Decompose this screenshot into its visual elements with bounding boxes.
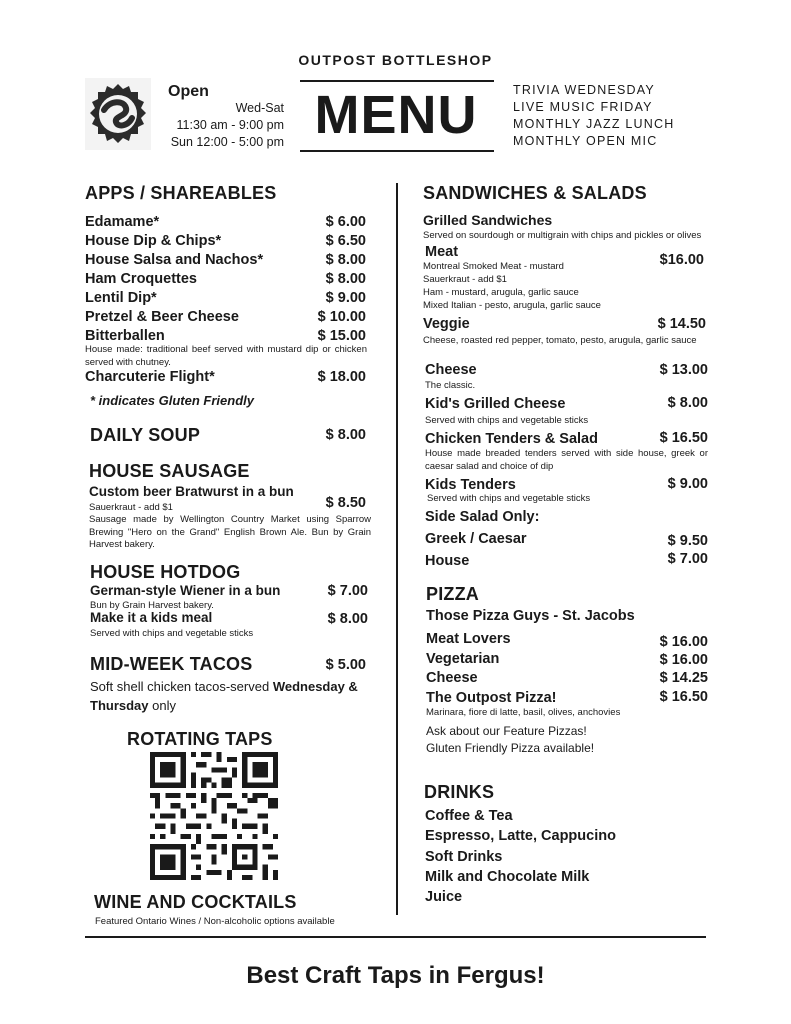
sausage-price: $ 8.50 — [325, 495, 366, 511]
meat-option: Ham - mustard, arugula, garlic sauce — [423, 287, 579, 298]
bottle-cap-logo-icon — [85, 78, 151, 150]
menu-item-price: $ 9.00 — [325, 290, 366, 306]
drink-item: Juice — [425, 889, 463, 905]
kids-tenders-price: $ 9.00 — [667, 476, 708, 492]
meat-sandwich-price: $16.00 — [659, 252, 704, 268]
cheese-description: The classic. — [425, 380, 476, 391]
chicken-tenders-description: House made breaded tenders served with side house, greek or caesar salad and choice of dip — [425, 448, 708, 472]
hotdog-bun: Bun by Grain Harvest bakery. — [90, 600, 214, 611]
menu-item-price: $ 8.00 — [325, 271, 366, 287]
logo — [85, 78, 151, 150]
tacos-heading: MID-WEEK TACOS — [90, 654, 253, 674]
soup-price: $ 8.00 — [325, 427, 366, 443]
greek-caesar-salad: Greek / Caesar — [425, 531, 527, 547]
menu-item-price: $ 6.00 — [325, 214, 366, 230]
column-divider — [396, 183, 398, 915]
meat-option: Mixed Italian - pesto, arugula, garlic sauce — [423, 300, 601, 311]
wine-heading: WINE AND COCKTAILS — [94, 892, 297, 912]
menu-item: Ham Croquettes — [85, 271, 197, 287]
soup-heading: DAILY SOUP — [90, 425, 201, 445]
footer-rule — [85, 936, 706, 938]
house-salad: House — [425, 553, 470, 569]
drink-item: Milk and Chocolate Milk — [425, 869, 590, 885]
pizza-price: $ 16.00 — [659, 652, 708, 668]
kids-grilled-cheese: Kid's Grilled Cheese — [425, 396, 566, 412]
veggie-sandwich-price: $ 14.50 — [657, 316, 706, 332]
chicken-tenders-price: $ 16.50 — [659, 430, 708, 446]
house-salad-price: $ 7.00 — [667, 551, 708, 567]
menu-item: Bitterballen — [85, 328, 165, 344]
hotdog-price: $ 7.00 — [327, 583, 368, 599]
veggie-sandwich: Veggie — [423, 316, 470, 332]
meat-sandwich: Meat — [425, 244, 459, 260]
brand-name: OUTPOST BOTTLESHOP — [298, 52, 493, 68]
tacos-description: Soft shell chicken tacos-served Wednesday & Thursday only — [90, 679, 358, 713]
kids-tenders: Kids Tenders — [425, 477, 516, 493]
menu-title: MENU — [314, 85, 478, 145]
veggie-description: Cheese, roasted red pepper, tomato, pesto, arugula, garlic sauce — [423, 335, 697, 346]
outpost-pizza-description: Marinara, fiore di latte, basil, olives, anchovies — [426, 707, 621, 718]
menu-item-price: $ 15.00 — [317, 328, 366, 344]
menu-top-rule — [300, 80, 494, 82]
kids-grilled-cheese-price: $ 8.00 — [667, 395, 708, 411]
grilled-subheading: Grilled Sandwiches — [423, 212, 553, 228]
meat-option: Montreal Smoked Meat - mustard — [423, 261, 564, 272]
drink-item: Soft Drinks — [425, 849, 503, 865]
sausage-description: Sausage made by Wellington Country Market using Sparrow Brewing "Hero on the Grand" English Brown Ale. Bun by Grain Harvest bakery. — [89, 514, 371, 550]
menu-item-price: $ 6.50 — [325, 233, 366, 249]
drink-item: Coffee & Tea — [425, 808, 513, 824]
meat-option: Sauerkraut - add $1 — [423, 274, 507, 285]
event-jazz-lunch: MONTHLY JAZZ LUNCH — [513, 117, 675, 131]
charcuterie-item: Charcuterie Flight* — [85, 369, 215, 385]
hotdog-heading: HOUSE HOTDOG — [90, 562, 241, 582]
pizza-item: Cheese — [426, 670, 478, 686]
kids-meal-price: $ 8.00 — [327, 611, 368, 627]
tacos-price: $ 5.00 — [325, 657, 366, 673]
pizza-item: Meat Lovers — [426, 631, 511, 647]
hours-weekday: 11:30 am - 9:00 pm — [176, 118, 284, 132]
apps-heading: APPS / SHAREABLES — [85, 183, 277, 203]
pizza-price: $ 16.50 — [659, 689, 708, 705]
pizza-heading: PIZZA — [426, 584, 479, 604]
menu-item: Edamame* — [85, 214, 160, 230]
charcuterie-price: $ 18.00 — [317, 369, 366, 385]
greek-caesar-price: $ 9.50 — [667, 533, 708, 549]
cheese-sandwich-price: $ 13.00 — [659, 362, 708, 378]
hotdog-item: German-style Wiener in a bun — [90, 583, 281, 598]
hours-days: Wed-Sat — [235, 101, 284, 115]
open-label: Open — [168, 83, 209, 100]
pizza-price: $ 16.00 — [659, 634, 708, 650]
chicken-tenders: Chicken Tenders & Salad — [425, 431, 598, 447]
sandwiches-heading: SANDWICHES & SALADS — [423, 183, 647, 203]
gluten-friendly-pizza-note: Gluten Friendly Pizza available! — [426, 741, 595, 755]
menu-item: House Salsa and Nachos* — [85, 252, 264, 268]
taps-heading: ROTATING TAPS — [127, 729, 273, 749]
hours-sunday: Sun 12:00 - 5:00 pm — [170, 135, 284, 149]
menu-item: Lentil Dip* — [85, 290, 157, 306]
kids-meal-description: Served with chips and vegetable sticks — [90, 628, 254, 639]
drink-item: Espresso, Latte, Cappucino — [425, 828, 616, 844]
bitterballen-description: House made: traditional beef served with mustard dip or chicken served with chutney. — [85, 344, 367, 368]
kids-meal-item: Make it a kids meal — [90, 610, 213, 625]
footer-tagline: Best Craft Taps in Fergus! — [246, 962, 545, 989]
menu-item: House Dip & Chips* — [85, 233, 222, 249]
menu-item: Pretzel & Beer Cheese — [85, 309, 239, 325]
pizza-item: Vegetarian — [426, 651, 500, 667]
kids-tenders-description: Served with chips and vegetable sticks — [427, 493, 591, 504]
gluten-friendly-note: * indicates Gluten Friendly — [90, 393, 254, 408]
drinks-heading: DRINKS — [424, 782, 495, 802]
menu-bottom-rule — [300, 150, 494, 152]
event-trivia: TRIVIA WEDNESDAY — [513, 83, 655, 97]
side-salad-heading: Side Salad Only: — [425, 509, 540, 525]
pizza-price: $ 14.25 — [659, 670, 708, 686]
qr-code-icon[interactable] — [150, 752, 278, 880]
sausage-heading: HOUSE SAUSAGE — [89, 461, 250, 481]
event-live-music: LIVE MUSIC FRIDAY — [513, 100, 653, 114]
kids-grilled-cheese-description: Served with chips and vegetable sticks — [425, 415, 589, 426]
pizza-item: The Outpost Pizza! — [426, 690, 557, 706]
pizza-supplier: Those Pizza Guys - St. Jacobs — [426, 608, 635, 624]
cheese-sandwich: Cheese — [425, 362, 477, 378]
sausage-item: Custom beer Bratwurst in a bun — [89, 484, 294, 499]
menu-item-price: $ 10.00 — [317, 309, 366, 325]
menu-item-price: $ 8.00 — [325, 252, 366, 268]
wine-description: Featured Ontario Wines / Non-alcoholic options available — [95, 916, 335, 927]
sausage-addon: Sauerkraut - add $1 — [89, 502, 173, 513]
grilled-description: Served on sourdough or multigrain with chips and pickles or olives — [423, 230, 702, 241]
event-open-mic: MONTHLY OPEN MIC — [513, 134, 658, 148]
feature-pizza-note: Ask about our Feature Pizzas! — [426, 724, 587, 738]
